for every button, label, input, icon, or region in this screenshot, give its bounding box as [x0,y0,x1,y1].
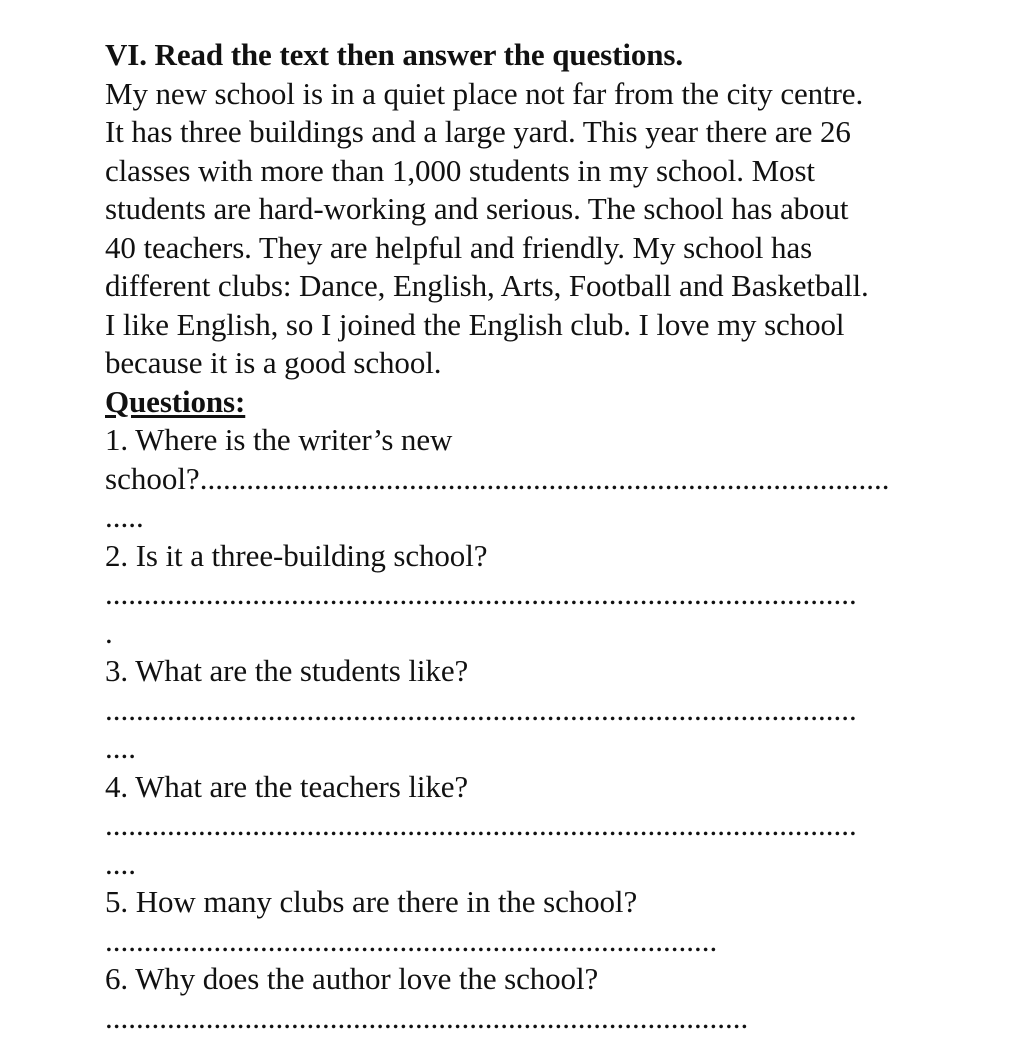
question-4 [105,768,985,884]
question-text: 3. What are the students like? [105,653,469,688]
passage-line: 40 teachers. They are helpful and friendly. My school has [105,229,813,265]
passage-line: classes with more than 1,000 students in my school. Most [105,152,815,188]
passage-line: different clubs: Dance, English, Arts, Football and Basketball. [105,268,869,303]
questions-heading: Questions: [105,383,246,419]
answer-line-continuation[interactable]: .... [105,845,136,881]
answer-line[interactable]: ................................................................................................. [105,576,857,611]
passage-line: I like English, so I joined the English club. I love my school [105,306,845,342]
passage-line: because it is a good school. [105,345,442,380]
answer-line-continuation[interactable]: .... [105,730,136,765]
exercise-title: VI. Read the text then answer the questions. [105,37,684,72]
question-2 [105,537,985,653]
answer-line-continuation[interactable]: ..... [105,499,144,534]
answer-line-continuation[interactable]: . [105,614,113,650]
passage-line: students are hard-working and serious. The school has about [105,191,849,226]
answer-line[interactable]: ................................................................................................. [105,691,857,727]
answer-line[interactable]: ................................................................................... [105,999,749,1035]
worksheet [105,36,985,1037]
answer-line[interactable]: school?......................................................................................... [105,460,890,496]
question-text: 4. What are the teachers like? [105,768,469,804]
passage-line: It has three buildings and a large yard. This year there are 26 [105,114,851,149]
passage-line: My new school is in a quiet place not far from the city centre. [105,75,864,111]
question-text: 2. Is it a three-building school? [105,537,488,573]
question-3 [105,652,985,768]
question-text: 5. How many clubs are there in the school? [105,884,638,919]
question-6 [105,960,985,1037]
question-5 [105,883,985,960]
answer-line[interactable]: ................................................................................................. [105,807,857,842]
question-text: 6. Why does the author love the school? [105,961,599,996]
question-1 [105,421,985,537]
answer-line[interactable]: ............................................................................... [105,922,718,958]
question-text: 1. Where is the writer’s new [105,422,453,457]
reading-passage [105,75,985,383]
